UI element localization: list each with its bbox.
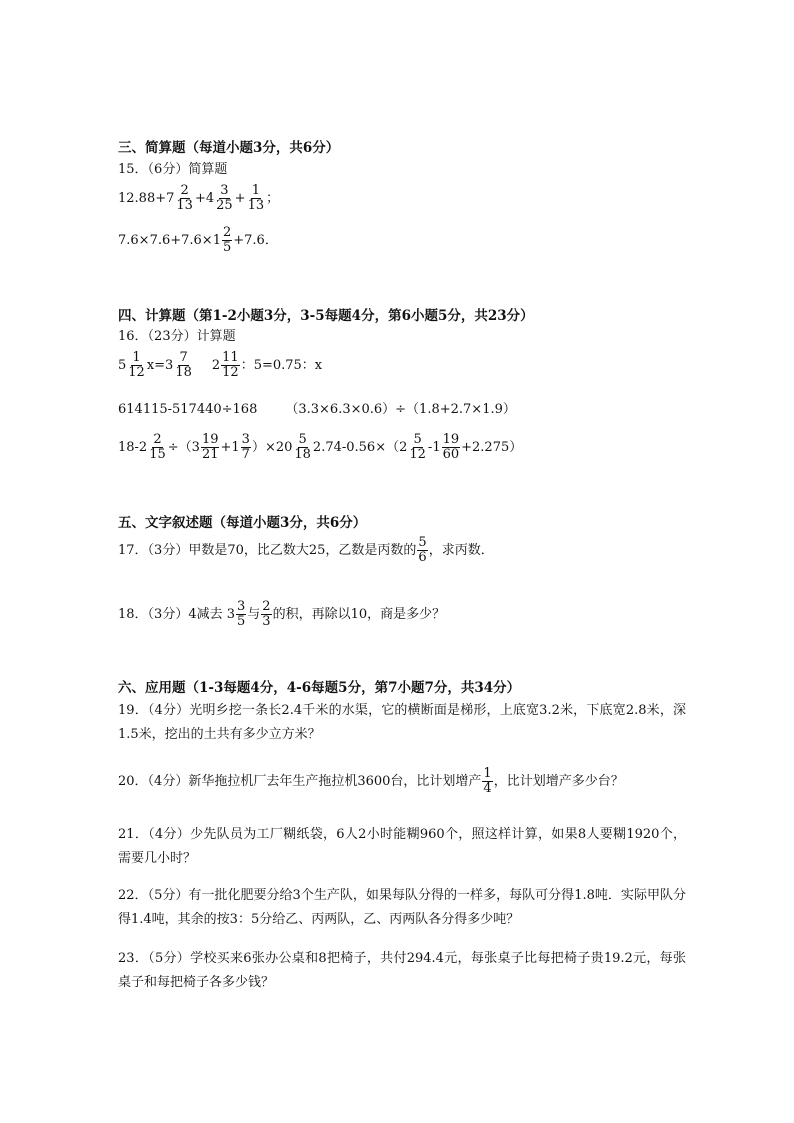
question-18 — [118, 600, 445, 629]
fraction: $\frac{3}{5}$ — [237, 599, 246, 629]
question-text: ，比计划增产多少台？ — [493, 773, 624, 789]
fraction: $\frac{1}{4}$ — [483, 766, 492, 796]
question-19 — [118, 699, 686, 747]
fraction: $\frac{1}{12}$ — [128, 350, 145, 380]
expr-text: ÷（3 — [167, 439, 200, 455]
expr-text: 12.88+7 — [118, 190, 175, 206]
fraction: $\frac{5}{18}$ — [294, 432, 311, 462]
question-16-row-1 — [118, 351, 322, 380]
fraction: $\frac{5}{6}$ — [418, 535, 427, 565]
expr-text: 2.74-0.56×（2 — [312, 439, 408, 455]
expr-text: 7.6×7.6+7.6×1 — [118, 232, 221, 248]
question-16-row-2 — [118, 402, 516, 418]
expr-text: 2 — [211, 357, 221, 373]
question-text: 22．（5分）有一批化肥要分给3个生产队，如果每队分得的一样多，每队可分得1.8吨．实际甲队分得1.4吨，其余的按3：5分给乙、丙两队，乙、丙两队各分得多少吨？ — [118, 888, 686, 927]
section-4-heading: 四、计算题（第1-2小题3分，3-5每题4分，第6小题5分，共23分） — [118, 308, 534, 324]
question-20 — [118, 767, 624, 796]
fraction: $\frac{7}{18}$ — [175, 350, 192, 380]
question-15-label: 15．（6分）简算题 — [118, 162, 228, 177]
section-3-heading: 三、简算题（每道小题3分，共6分） — [118, 140, 340, 156]
question-23 — [118, 947, 686, 995]
expr-text: ； — [266, 190, 280, 206]
expr-text: 5 — [118, 357, 127, 373]
expr-text: +2.275） — [461, 439, 523, 455]
fraction: $\frac{2}{5}$ — [222, 225, 232, 255]
expr-text: ：5=0.75：x — [240, 357, 323, 373]
expr-text: +1 — [220, 439, 240, 455]
expr-text: x=3 — [146, 357, 174, 373]
question-text: 19．（4分）光明乡挖一条长2.4千米的水渠，它的横断面是梯形，上底宽3.2米，下底宽2.8米，深1.5米，挖出的土共有多少立方米？ — [118, 703, 686, 742]
question-22 — [118, 884, 686, 932]
expr-text: 18-2 — [118, 439, 148, 455]
question-text: 的积，再除以10，商是多少？ — [272, 606, 446, 622]
expr-text: -1 — [427, 439, 441, 455]
expr-text: +7.6． — [233, 232, 278, 248]
fraction: $\frac{2}{13}$ — [176, 183, 193, 213]
question-text: 17．（3分）甲数是70，比乙数大25，乙数是丙数的 — [118, 542, 417, 558]
question-17 — [118, 536, 494, 565]
question-15-expression-1 — [118, 184, 279, 213]
expr-text: 614115-517440÷168 — [118, 402, 258, 417]
fraction: $\frac{3}{7}$ — [241, 432, 250, 462]
section-5-heading: 五、文字叙述题（每道小题3分，共6分） — [118, 515, 367, 531]
expr-text: ）×20 — [251, 439, 293, 455]
question-16-row-3 — [118, 433, 522, 462]
question-text: 21．（4分）少先队员为工厂糊纸袋，6人2小时能糊960个，照这样计算，如果8人要糊1920个，需要几小时？ — [118, 827, 686, 866]
expr-text: + — [234, 190, 246, 206]
question-text: 18．（3分）4减去 3 — [118, 606, 235, 622]
question-text: 与 — [247, 606, 261, 622]
question-16-label: 16．（23分）计算题 — [118, 329, 236, 344]
fraction: $\frac{11}{12}$ — [222, 350, 239, 380]
fraction: $\frac{19}{60}$ — [442, 432, 460, 462]
fraction: $\frac{3}{25}$ — [216, 183, 233, 213]
fraction: $\frac{2}{3}$ — [262, 599, 271, 629]
expr-text: +4 — [194, 190, 215, 206]
fraction: $\frac{1}{13}$ — [247, 183, 265, 213]
expr-text: （3.3×6.3×0.6）÷（1.8+2.7×1.9） — [285, 402, 516, 417]
section-6-heading: 六、应用题（1-3每题4分，4-6每题5分，第7小题7分，共34分） — [118, 680, 521, 696]
fraction: $\frac{19}{21}$ — [201, 432, 219, 462]
question-15-expression-2 — [118, 226, 278, 255]
question-text: 20．（4分）新华拖拉机厂去年生产拖拉机3600台，比计划增产 — [118, 773, 482, 789]
fraction: $\frac{2}{15}$ — [149, 432, 166, 462]
fraction: $\frac{5}{12}$ — [409, 432, 426, 462]
question-text: ，求丙数． — [428, 542, 494, 558]
question-text: 23．（5分）学校买来6张办公桌和8把椅子，共付294.4元，每张桌子比每把椅子贵19.2元，每张桌子和每把椅子各多少钱？ — [118, 951, 686, 990]
question-21 — [118, 823, 686, 871]
